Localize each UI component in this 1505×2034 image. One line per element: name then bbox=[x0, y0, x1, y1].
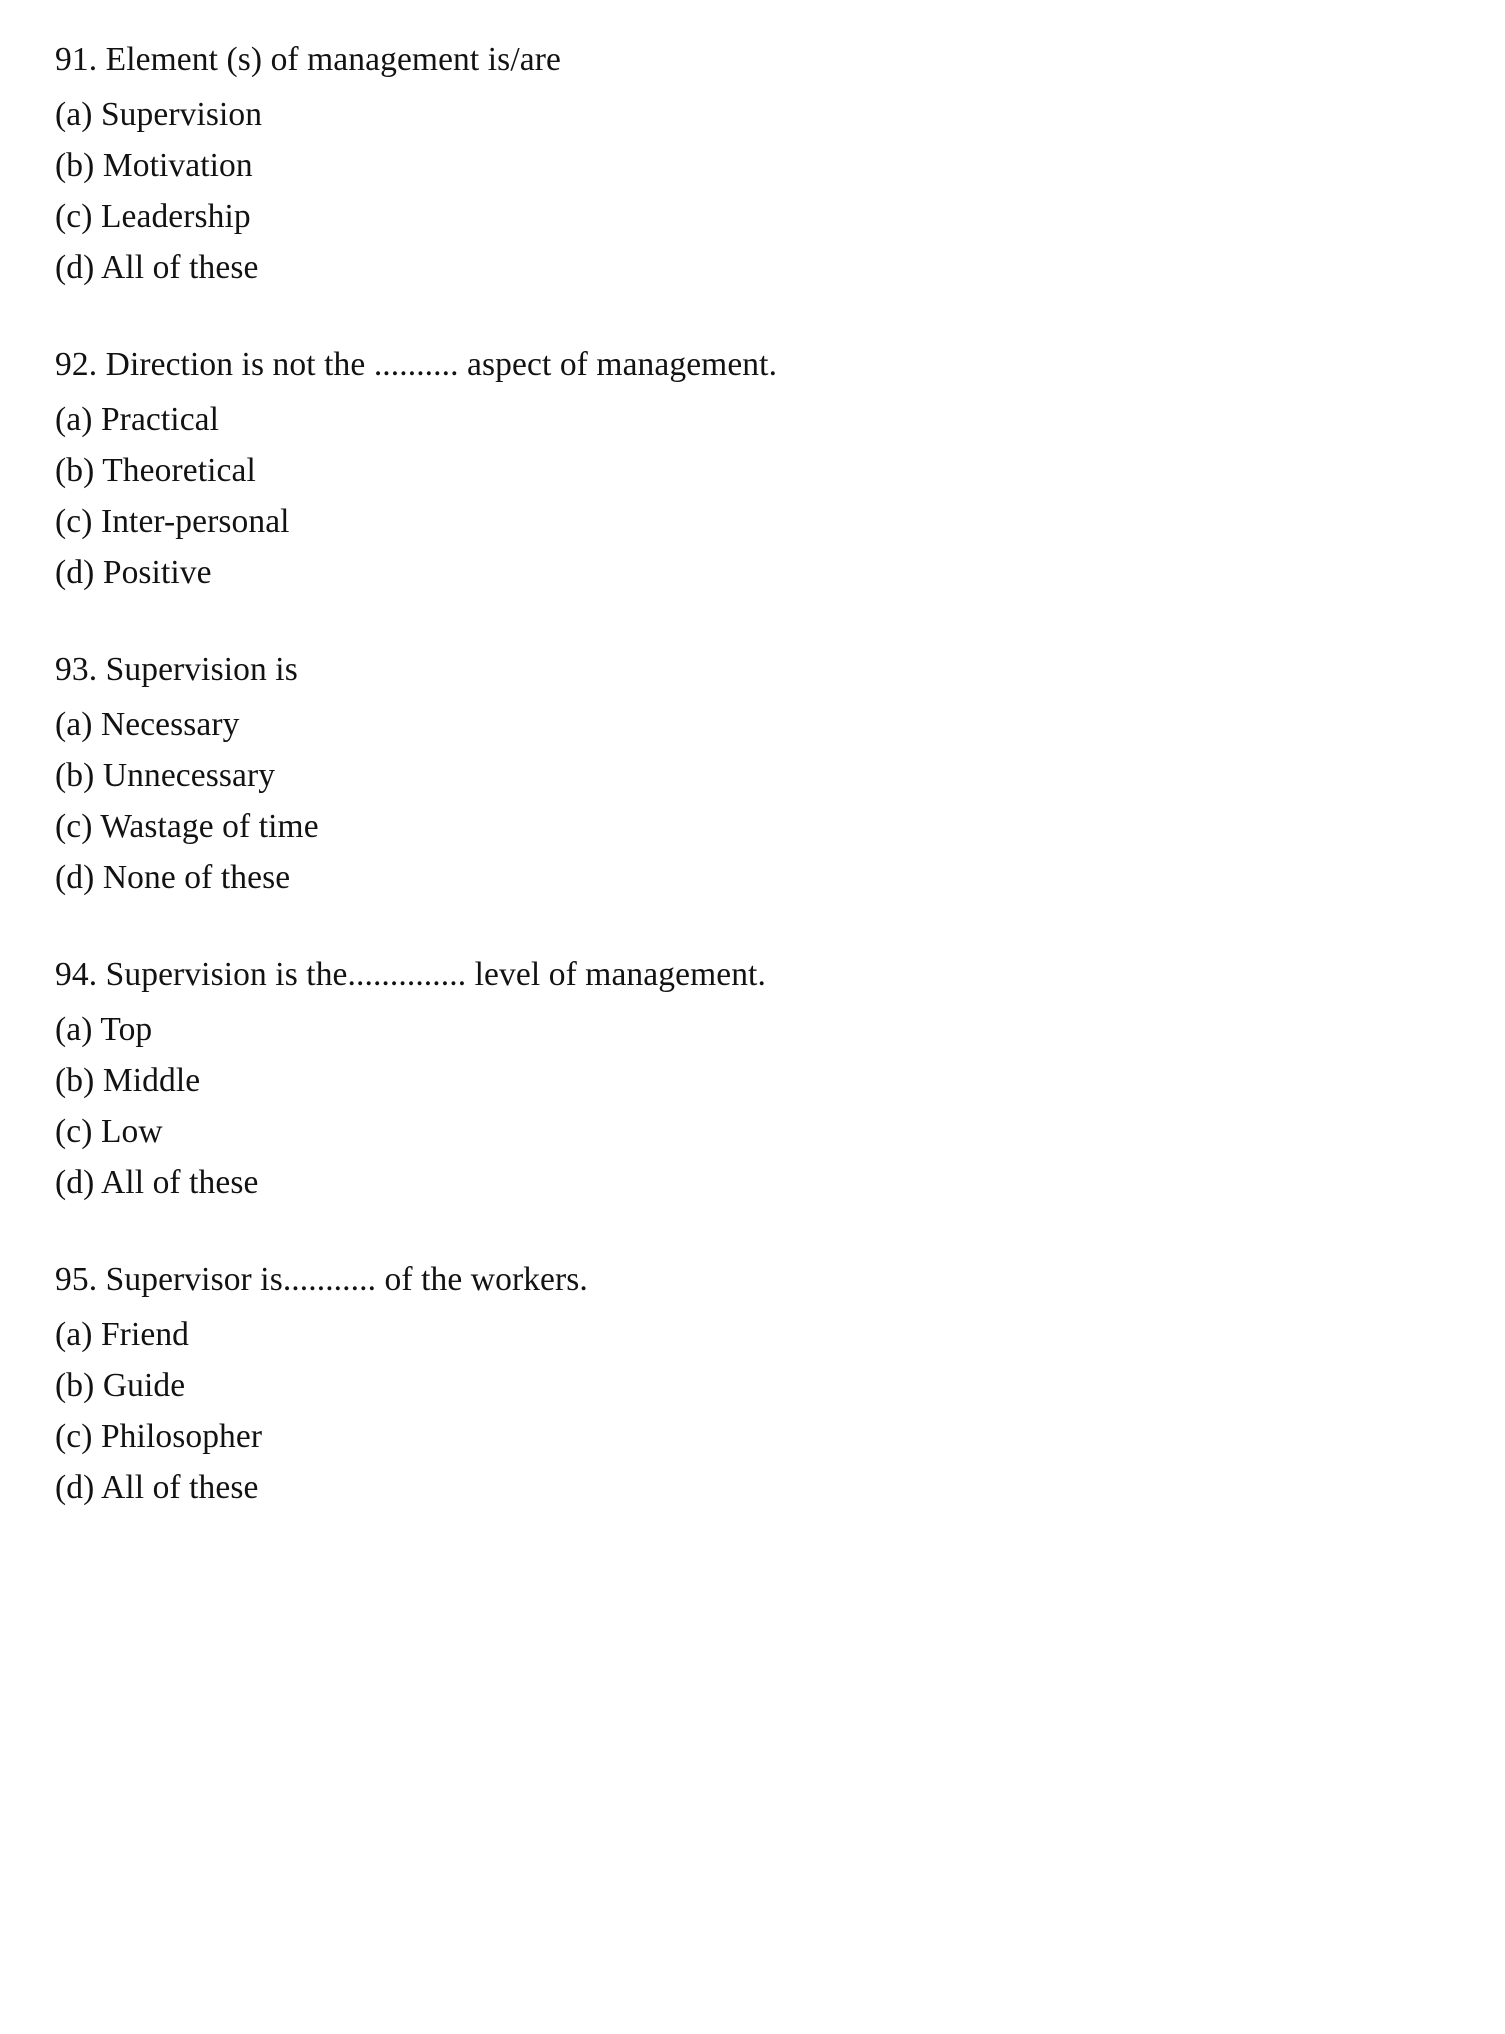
option-list bbox=[55, 1309, 1415, 1513]
option-b[interactable]: (b) Motivation bbox=[55, 147, 253, 184]
option-c[interactable]: (c) Philosopher bbox=[55, 1418, 263, 1455]
question-block-93 bbox=[55, 644, 1415, 903]
question-list bbox=[55, 34, 1415, 1513]
question-block-92 bbox=[55, 339, 1415, 598]
option-a[interactable]: (a) Practical bbox=[55, 401, 220, 438]
option-c[interactable]: (c) Low bbox=[55, 1113, 163, 1150]
option-a[interactable]: (a) Supervision bbox=[55, 96, 263, 133]
question-stem: 91. Element (s) of management is/are bbox=[55, 41, 561, 78]
question-block-91 bbox=[55, 34, 1415, 293]
option-list bbox=[55, 699, 1415, 903]
option-b[interactable]: (b) Theoretical bbox=[55, 452, 256, 489]
option-b[interactable]: (b) Unnecessary bbox=[55, 757, 276, 794]
option-a[interactable]: (a) Friend bbox=[55, 1316, 190, 1353]
option-c[interactable]: (c) Wastage of time bbox=[55, 808, 319, 845]
option-c[interactable]: (c) Inter-personal bbox=[55, 503, 290, 540]
option-list bbox=[55, 1004, 1415, 1208]
question-block-94 bbox=[55, 949, 1415, 1208]
option-d[interactable]: (d) All of these bbox=[55, 1469, 259, 1506]
option-d[interactable]: (d) All of these bbox=[55, 249, 259, 286]
option-a[interactable]: (a) Top bbox=[55, 1011, 153, 1048]
option-list bbox=[55, 89, 1415, 293]
question-stem: 95. Supervisor is........... of the workers. bbox=[55, 1261, 588, 1298]
option-c[interactable]: (c) Leadership bbox=[55, 198, 251, 235]
question-stem: 94. Supervision is the.............. level of management. bbox=[55, 956, 766, 993]
option-b[interactable]: (b) Guide bbox=[55, 1367, 186, 1404]
option-list bbox=[55, 394, 1415, 598]
option-d[interactable]: (d) Positive bbox=[55, 554, 212, 591]
option-d[interactable]: (d) None of these bbox=[55, 859, 291, 896]
question-block-95 bbox=[55, 1254, 1415, 1513]
option-a[interactable]: (a) Necessary bbox=[55, 706, 240, 743]
question-stem: 92. Direction is not the .......... aspect of management. bbox=[55, 346, 778, 383]
option-b[interactable]: (b) Middle bbox=[55, 1062, 201, 1099]
question-stem: 93. Supervision is bbox=[55, 651, 298, 688]
option-d[interactable]: (d) All of these bbox=[55, 1164, 259, 1201]
